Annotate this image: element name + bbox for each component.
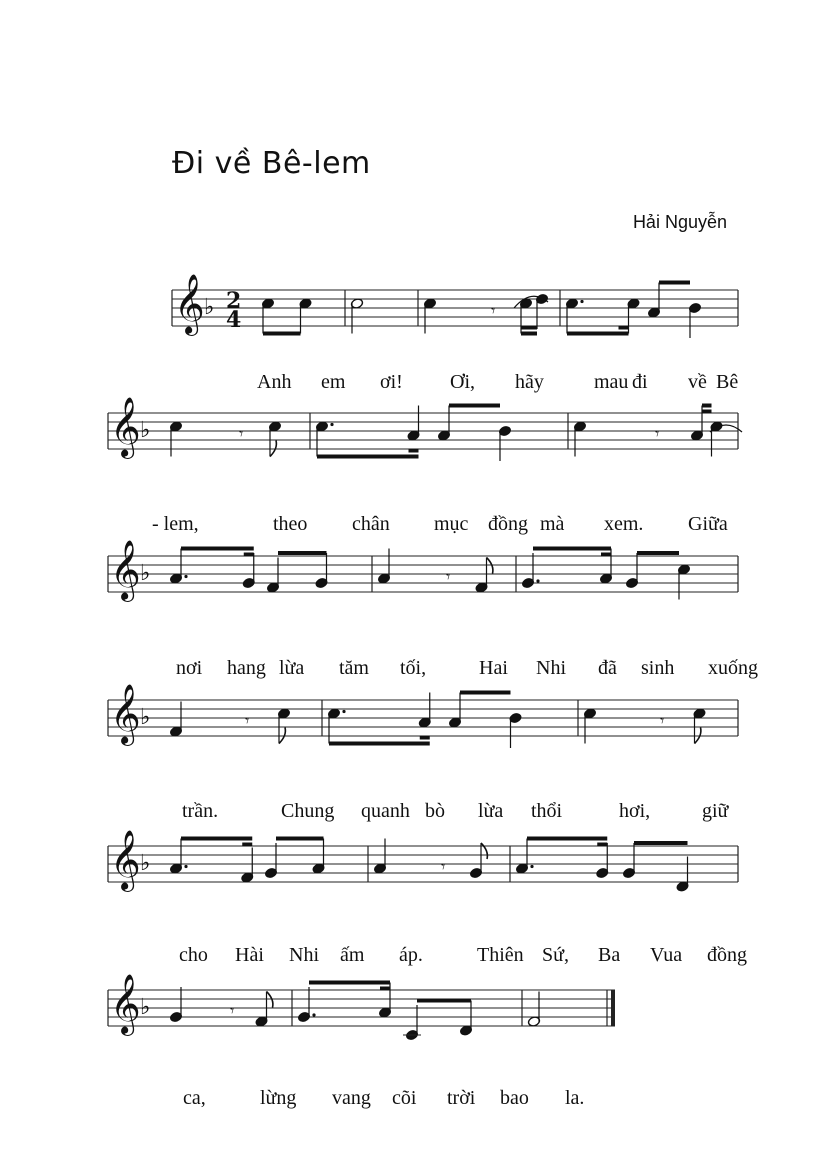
eighth-rest-icon: 𝄾 [446, 567, 451, 586]
lyric-syllable: mau [594, 371, 629, 393]
eighth-rest-icon: 𝄾 [660, 711, 665, 730]
time-signature-bottom: 4 [226, 307, 242, 333]
staff-system [108, 839, 747, 967]
key-flat-icon: ♭ [140, 561, 151, 586]
lyric-syllable: lừa [279, 657, 305, 679]
lyric-syllable: xem. [604, 513, 644, 535]
composer-name: Hải Nguyễn [632, 212, 727, 232]
dot-icon [184, 575, 187, 578]
key-flat-icon: ♭ [140, 418, 151, 443]
treble-clef-icon: 𝄞 [110, 397, 141, 457]
lyric-syllable: quanh [361, 800, 410, 822]
lyric-syllable: Ba [598, 944, 621, 966]
lyric-syllable: thổi [531, 800, 563, 822]
lyric-syllable: chân [352, 513, 390, 535]
eighth-rest-icon: 𝄾 [245, 711, 250, 730]
lyric-syllable: Giữa [688, 513, 728, 535]
dot-icon [580, 300, 583, 303]
lyric-syllable: bao [500, 1087, 529, 1109]
song-title: Đi về Bê-lem [172, 146, 371, 181]
staff-system [108, 406, 738, 536]
lyric-syllable: giữ [702, 800, 729, 822]
lyric-syllable: lừng [260, 1087, 297, 1109]
lyric-syllable: Hài [235, 944, 264, 966]
lyric-syllable: Ơi, [450, 371, 475, 393]
eighth-rest-icon: 𝄾 [239, 424, 244, 443]
lyric-syllable: bò [425, 800, 445, 822]
lyric-syllable: tăm [339, 657, 369, 679]
lyric-syllable: xuống [708, 657, 758, 679]
lyric-syllable: la. [565, 1087, 585, 1109]
treble-clef-icon: 𝄞 [110, 974, 141, 1034]
lyric-syllable: hơi, [619, 800, 651, 822]
lyric-syllable: Bê [716, 371, 739, 393]
note-flag [481, 843, 487, 859]
lyric-syllable: Sứ, [542, 944, 569, 966]
lyric-syllable: Thiên [477, 944, 524, 966]
lyric-syllable: trần. [182, 800, 219, 822]
treble-clef-icon: 𝄞 [174, 274, 205, 334]
lyric-syllable: Vua [650, 944, 683, 966]
lyric-syllable: ca, [183, 1087, 206, 1109]
treble-clef-icon: 𝄞 [110, 540, 141, 600]
lyric-syllable: lừa [478, 800, 504, 822]
lyric-syllable: nơi [176, 657, 203, 679]
lyric-syllable: mục [434, 513, 469, 535]
treble-clef-icon: 𝄞 [110, 830, 141, 890]
lyric-syllable: Chung [281, 800, 335, 822]
dot-icon [342, 710, 345, 713]
lyric-syllable: đi [632, 371, 648, 393]
staff-system [108, 983, 615, 1110]
dot-icon [312, 1013, 315, 1016]
key-flat-icon: ♭ [140, 995, 151, 1020]
lyric-syllable: mà [540, 513, 565, 535]
dot-icon [184, 865, 187, 868]
lyric-syllable: đồng [707, 944, 747, 966]
lyric-syllable: sinh [641, 657, 675, 679]
lyric-syllable: đồng [488, 513, 528, 535]
treble-clef-icon: 𝄞 [110, 684, 141, 744]
lyric-syllable: theo [273, 513, 308, 535]
dot-icon [536, 579, 539, 582]
lyric-syllable: - lem, [152, 513, 199, 535]
final-bar-thick [611, 990, 615, 1026]
staff-system [108, 693, 738, 823]
eighth-rest-icon: 𝄾 [491, 301, 496, 320]
dot-icon [530, 865, 533, 868]
lyric-syllable: vang [332, 1087, 371, 1109]
key-flat-icon: ♭ [140, 851, 151, 876]
lyric-syllable: hãy [515, 371, 544, 393]
lyric-syllable: Anh [257, 371, 292, 393]
lyric-syllable: hang [227, 657, 266, 679]
lyric-syllable: em [321, 371, 346, 393]
lyric-syllable: Hai [479, 657, 508, 679]
lyric-syllable: đã [598, 657, 617, 679]
eighth-rest-icon: 𝄾 [230, 1001, 235, 1020]
staff-system [108, 549, 758, 680]
key-flat-icon: ♭ [204, 295, 215, 320]
key-flat-icon: ♭ [140, 705, 151, 730]
lyric-syllable: áp. [399, 944, 423, 966]
lyric-syllable: Nhi [536, 657, 566, 679]
eighth-rest-icon: 𝄾 [441, 857, 446, 876]
time-signature-top: 2 [226, 288, 242, 314]
lyric-syllable: cõi [392, 1087, 417, 1109]
lyric-syllable: ấm [340, 944, 365, 966]
lyric-syllable: Nhi [289, 944, 319, 966]
lyric-syllable: về [688, 371, 707, 393]
lyric-syllable: trời [447, 1087, 476, 1109]
dot-icon [330, 423, 333, 426]
lyric-syllable: tối, [400, 657, 427, 679]
eighth-rest-icon: 𝄾 [655, 424, 660, 443]
lyric-syllable: cho [179, 944, 208, 966]
staff-system [172, 283, 738, 394]
lyric-syllable: ơi! [380, 371, 403, 393]
